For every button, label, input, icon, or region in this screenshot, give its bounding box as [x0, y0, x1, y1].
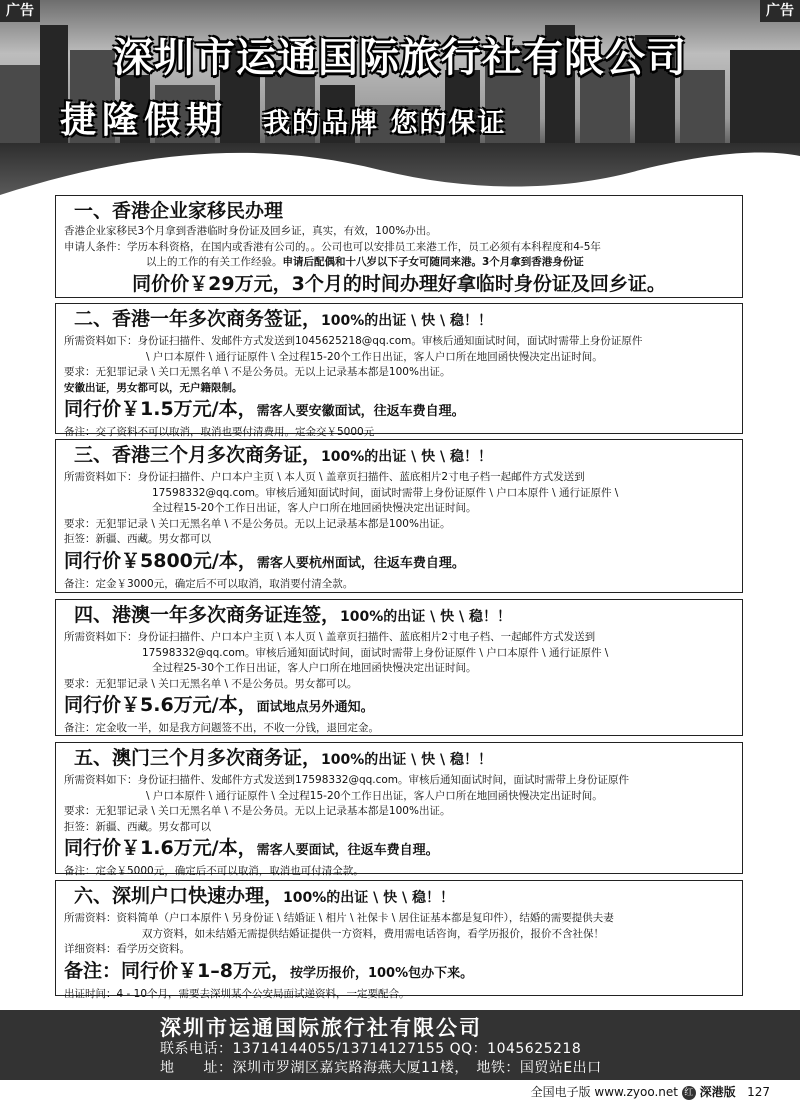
section-line: 17598332@qq.com。审核后通知面试时间，面试时需带上身份证原件 \ 户口本原件 \ 通行证原件 \: [152, 486, 619, 499]
brand-line: [60, 92, 507, 143]
brand-slogan: 我的品牌 您的保证: [263, 108, 507, 139]
section-price: 备注：同行价￥1–8万元，: [64, 959, 290, 982]
section-line-bold: 申请后配偶和十八岁以下子女可随同来港。3个月拿到香港身份证: [282, 256, 584, 268]
section-line: 要求：无犯罪记录 \ 关口无黑名单 \ 不是公务员。男女都可以。: [64, 677, 358, 690]
section-line: 要求：无犯罪记录 \ 关口无黑名单 \ 不是公务员。无以上记录基本都是100%出证。: [64, 517, 451, 530]
section-price-note: 需客人要安徽面试，往返车费自理。: [256, 404, 465, 419]
section-price: 同行价￥5.6万元/本，: [64, 694, 257, 716]
section-note: 备注：定金￥5000元，确定后不可以取消，取消也可付清全款。: [64, 865, 364, 877]
site-url: 全国电子版 www.zyoo.net: [530, 1085, 678, 1099]
footer-phone: 联系电话：13714144055/13714127155 QQ：1045625218: [160, 1041, 582, 1057]
section-line: \ 户口本原件 \ 通行证原件 \ 全过程15-20个工作日出证，客人户口所在地回函快慢决定出证时间。: [146, 789, 603, 802]
section-line: 所需资料如下：身份证扫描件、户口本户主页 \ 本人页 \ 盖章页扫描件、蓝底相片2寸电子档、一起邮件方式发送到: [64, 631, 596, 643]
section-line: 详细资料：看学历交资料。: [64, 943, 190, 955]
section-line: 所需资料如下：身份证扫描件、发邮件方式发送到17598332@qq.com。审核后通知面试时间，面试时需带上身份证原件: [64, 774, 630, 786]
section-line: 要求：无犯罪记录 \ 关口无黑名单 \ 不是公务员。无以上记录基本都是100%出证。: [64, 366, 451, 378]
section-price: 同价价￥29万元，3个月的时间办理好拿临时身份证及回乡证。: [132, 272, 666, 295]
section-title: 二、香港一年多次商务签证，: [74, 308, 322, 330]
section-price: 同行价￥1.6万元/本，: [64, 837, 257, 859]
section-price-note: 需客人要面试，往返车费自理。: [256, 843, 439, 858]
section-title-sub: 100%的出证 \ 快 \ 稳！！: [321, 313, 492, 329]
section-note: 出证时间：4 - 10个月，需要去深圳某个公安局面试递资料，一定要配合。: [64, 987, 410, 1000]
edition-badge-icon: 红: [682, 1086, 696, 1100]
section-line: 所需资料如下：身份证扫描件、户口本户主页 \ 本人页 \ 盖章页扫描件、蓝底相片2寸电子档一起邮件方式发送到: [64, 471, 585, 483]
footer-contact: [0, 1010, 800, 1080]
section-note: 备注：交了资料不可以取消，取消也要付清费用。定金交￥5000元: [64, 426, 375, 438]
section-price-note: 需客人要杭州面试，往返车费自理。: [256, 555, 465, 571]
section-title: 四、港澳一年多次商务证连签，: [74, 604, 341, 626]
section-line: 拒签：新疆、西藏。男女都可以: [64, 533, 211, 545]
page-bottom-bar: [0, 1080, 800, 1100]
section-line: 要求：无犯罪记录 \ 关口无黑名单 \ 不是公务员。无以上记录基本都是100%出证。: [64, 805, 451, 817]
section-hk-three-month-business-visa: [55, 439, 743, 593]
section-title: 五、澳门三个月多次商务证，: [74, 747, 322, 769]
page-number: 127: [747, 1085, 770, 1099]
section-title-sub: 100%的出证 \ 快 \ 稳！！: [321, 449, 492, 465]
brand-name: 捷隆假期: [60, 100, 229, 141]
ad-label-right: 广告: [760, 0, 800, 22]
section-line: 17598332@qq.com。审核后通知面试时间，面试时需带上身份证原件 \ 户口本原件 \ 通行证原件 \: [142, 646, 609, 659]
section-hk-macau-one-year-visa: [55, 599, 743, 736]
section-line: 拒签：新疆、西藏。男女都可以: [64, 820, 211, 833]
section-line: \ 户口本原件 \ 通行证原件 \ 全过程15-20个工作日出证，客人户口所在地回函快慢决定出证时间。: [146, 350, 603, 363]
section-macau-three-month-visa: [55, 742, 743, 877]
section-price-note: 按学历报价，100%包办下来。: [289, 965, 474, 981]
section-line: 所需资料：资料简单（户口本原件 \ 另身份证 \ 结婚证 \ 相片 \ 社保卡 \ 居住证基本都是复印件），结婚的需要提供夫妻: [64, 912, 614, 924]
section-shenzhen-hukou: [55, 880, 743, 1000]
section-note: 备注：定金￥3000元，确定后不可以取消，取消要付清全款。: [64, 577, 354, 590]
section-line: 以上的工作的有关工作经验。: [146, 256, 283, 268]
section-line: 申请人条件：学历本科资格，在国内或香港有公司的。。公司也可以安排员工来港工作，员工必须有本科程度和4-5年: [64, 240, 601, 253]
section-line: 全过程25-30个工作日出证，客人户口所在地回函快慢决定出证时间。: [152, 662, 477, 674]
section-line: 安徽出证，男女都可以，无户籍限制。: [64, 381, 243, 394]
section-title-sub: 100%的出证 \ 快 \ 稳！！: [321, 752, 492, 768]
section-line: 双方资料，如未结婚无需提供结婚证提供一方资料，费用需电话咨询，看学历报价，报价不含社保！: [142, 927, 604, 940]
section-hk-entrepreneur-immigration: [55, 195, 743, 298]
section-price: 同行价￥5800元/本，: [64, 549, 257, 572]
company-title: 深圳市运通国际旅行社有限公司: [113, 35, 687, 81]
section-line: 所需资料如下：身份证扫描件、发邮件方式发送到1045625218@qq.com。审核后通知面试时间，面试时需带上身份证原件: [64, 335, 643, 347]
section-price: 同行价￥1.5万元/本，: [64, 398, 257, 420]
section-title-sub: 100%的出证 \ 快 \ 稳！！: [340, 609, 511, 625]
section-hk-one-year-business-visa: [55, 303, 743, 438]
section-line: 香港企业家移民3个月拿到香港临时身份证及回乡证，真实，有效，100%办出。: [64, 225, 437, 237]
footer-company: 深圳市运通国际旅行社有限公司: [160, 1016, 482, 1040]
section-title: 一、香港企业家移民办理: [74, 200, 284, 222]
section-price-note: 面试地点另外通知。: [256, 700, 374, 715]
section-line: 全过程15-20个工作日出证，客人户口所在地回函快慢决定出证时间。: [152, 502, 477, 514]
section-title: 三、香港三个月多次商务证，: [74, 444, 322, 466]
section-title-sub: 100%的出证 \ 快 \ 稳！！: [283, 890, 454, 906]
ad-label-left: 广告: [0, 0, 40, 22]
edition-name: 深港版: [699, 1085, 736, 1099]
section-note: 备注：定金收一半，如是我方问题签不出，不收一分钱，退回定金。: [64, 722, 379, 734]
section-title: 六、深圳户口快速办理，: [74, 885, 284, 907]
footer-address: 地 址：深圳市罗湖区嘉宾路海燕大厦11楼， 地铁：国贸站E出口: [160, 1060, 602, 1076]
